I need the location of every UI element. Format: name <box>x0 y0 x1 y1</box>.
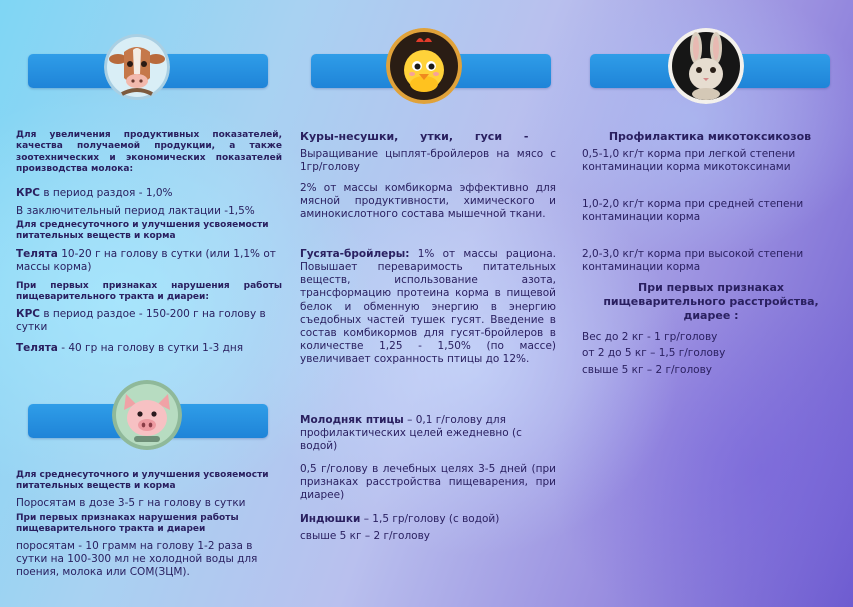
gain-heading: Для среднесуточного и улучшения усвояемости питательных веществ и корма <box>16 220 269 242</box>
krs2-label: КРС <box>16 308 40 320</box>
young-text: – 0,1 г/голову для профилактических целей ежедневно (с водой) <box>300 414 522 453</box>
pig-heading-1: Для среднесуточного и улучшения усвояемости питательных веществ и корма <box>16 470 269 492</box>
calves-text: 10-20 г на голову в сутки (или 1,1% от массы корма) <box>16 248 276 274</box>
calves2-label: Телята <box>16 342 58 354</box>
cow-icon <box>104 34 170 100</box>
young-block <box>300 414 556 453</box>
krs2-text: в период раздое - 150-200 г на голову в сутки <box>16 308 266 334</box>
weight-2: от 2 до 5 кг – 1,5 г/голову <box>582 347 726 359</box>
dose-2: 1,0-2,0 кг/т корма при средней степени контаминации корма <box>582 198 804 224</box>
percent-text: 2% от массы комбикорма эффективно для мясной продуктивности, химического и аминокислотного состава мышечной ткани. <box>300 182 556 221</box>
calves2-line <box>16 342 282 355</box>
cow-intro: Для увеличения продуктивных показателей, качества получаемой продукции, а также зоотехнических и экономических показателей производства молока: <box>16 130 282 174</box>
rabbit-icon <box>668 28 744 104</box>
pig-text-2: поросятам - 10 грамм на голову 1-2 раза в сутки на 100-300 мл не холодной воды для поения, молока или СОМ(ЗЦМ). <box>16 540 258 579</box>
turkey-label: Индюшки <box>300 513 361 525</box>
goose-text: 1% от массы рациона. Повышает переваримость питательных веществ, использование азота, трансформацию протеина корма в пищевой белок и обменную энергию в энергию съедобных частей тушек гусят. Введение в состав комбикормов для гусят-бройлеров в количестве 1,25 - 1,50% (по массе) увеличивает сохранность птицы до 12%. <box>300 248 556 365</box>
krs-line <box>16 187 282 200</box>
turkey-text: – 1,5 гр/голову (с водой) <box>360 513 500 525</box>
young-text-2: 0,5 г/голову в лечебных целях 3-5 дней (при признаках расстройства пищеварения, при диарее) <box>300 463 556 502</box>
krs-text: в период раздоя - 1,0% <box>39 187 173 199</box>
young-label: Молодняк птицы <box>300 414 404 426</box>
dose-1: 0,5-1,0 кг/т корма при легкой степени контаминации корма микотоксинами <box>582 148 796 174</box>
rabbit-disorder-heading: При первых признаках пищеварительного расстройства, диарее : <box>603 281 819 322</box>
goose-label: Гусята-бройлеры: <box>300 248 410 260</box>
calves-line <box>16 248 282 274</box>
turkey-line <box>300 513 556 526</box>
broiler-text: Выращивание цыплят-бройлеров на мясо с 1гр/голову <box>300 148 556 174</box>
weight-1: Вес до 2 кг - 1 гр/голову <box>582 331 718 343</box>
pig-text-1: Поросятам в дозе 3-5 г на голову в сутки <box>16 497 246 509</box>
dose-3: 2,0-3,0 кг/т корма при высокой степени контаминации корма <box>582 248 804 274</box>
lactation-line: В заключительный период лактации -1,5% <box>16 205 255 217</box>
turkey-text-2: свыше 5 кг – 2 г/голову <box>300 530 431 542</box>
goose-block <box>300 248 556 366</box>
krs2-line <box>16 308 282 334</box>
pig-icon <box>112 380 182 450</box>
calves-label: Телята <box>16 248 58 260</box>
mycotox-heading: Профилактика микотоксикозов <box>608 130 812 143</box>
weight-3: свыше 5 кг – 2 г/голову <box>582 364 713 376</box>
poultry-heading: Куры-несушки, утки, гуси - <box>300 130 529 143</box>
pig-heading-2: При первых признаках нарушения работы пищеварительного тракта и диареи <box>16 513 239 535</box>
disorder-heading: При первых признаках нарушения работы пищеварительного тракта и диареи: <box>16 281 282 303</box>
calves2-text: - 40 гр на голову в сутки 1-3 дня <box>57 342 244 354</box>
chick-icon <box>386 28 462 104</box>
krs-label: КРС <box>16 187 40 199</box>
